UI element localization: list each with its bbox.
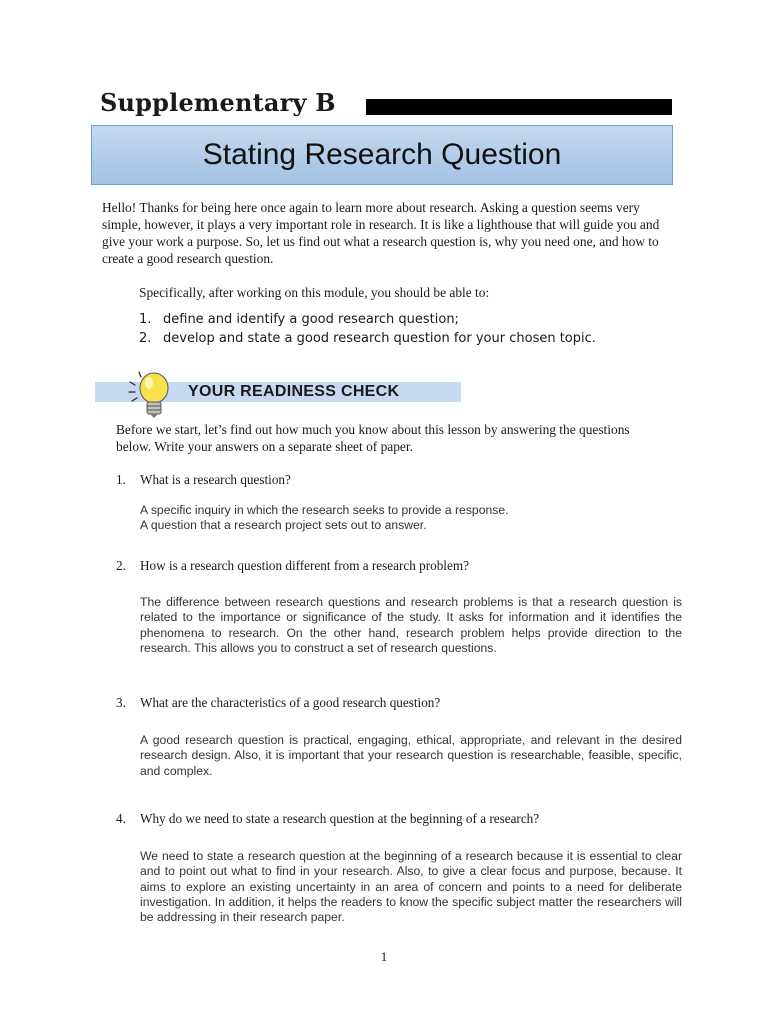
answer-text: We need to state a research question at the beginning of a research because it is essential to clear and to point out what to find in your research. Also, to give a clear focus and purpose, because. It aims to explore an existing uncertainty in an area of concern and points to a need for deliberate investigation. In addition, it helps the readers to know the specific subject matter the researchers will be addressing in their research paper. [140, 849, 682, 925]
intro-paragraph: Hello! Thanks for being here once again to learn more about research. Asking a question seems very simple, however, it plays a very important role in research. It is like a lighthouse that will guide you and give your work a purpose. So, let us find out what a research question is, why you need one, and how to create a good research question. [102, 200, 660, 266]
question-number: 1. [116, 472, 126, 487]
question-item [116, 810, 676, 827]
page-title: Stating Research Question [202, 138, 562, 171]
readiness-check-title: YOUR READINESS CHECK [188, 383, 400, 400]
lightbulb-glass [140, 373, 168, 403]
question-text: Why do we need to state a research question at the beginning of a research? [140, 811, 540, 826]
answer-text [140, 503, 682, 534]
question-item [116, 557, 676, 574]
question-text: What are the characteristics of a good research question? [140, 695, 441, 710]
readiness-intro: Before we start, let’s find out how much you know about this lesson by answering the questions below. Write your answers on a separate sheet of paper. [116, 422, 630, 454]
answer-line: A question that a research project sets out to answer. [140, 518, 427, 533]
objective-number: 1. [139, 312, 152, 327]
answer-line: A specific inquiry in which the research seeks to provide a response. [140, 503, 509, 517]
objective-item [139, 330, 679, 347]
objective-text: develop and state a good research question for your chosen topic. [163, 331, 596, 346]
question-number: 2. [116, 558, 126, 573]
heading-black-bar [366, 99, 672, 115]
question-text: How is a research question different from a research problem? [140, 558, 469, 573]
question-text: What is a research question? [140, 472, 291, 487]
answer-text: The difference between research questions and research problems is that a research question is related to the importance or significance of the study. It asks for information and it identifies the phenomena to research. On the other hand, research problem helps provide direction to the research. This allows you to construct a set of research questions. [140, 595, 682, 655]
objectives-lead: Specifically, after working on this module, you should be able to: [139, 285, 490, 300]
supplementary-heading: Supplementary B [100, 88, 336, 117]
title-banner [91, 125, 673, 185]
page-number: 1 [380, 949, 388, 964]
question-item [116, 471, 676, 488]
objective-text: define and identify a good research question; [163, 312, 459, 327]
lightbulb-base [147, 402, 161, 414]
answer-text: A good research question is practical, engaging, ethical, appropriate, and relevant in the desired research design. Also, it is important that your research question is researchable, feasible, specific, and complex. [140, 733, 682, 778]
question-number: 4. [116, 811, 126, 826]
question-number: 3. [116, 695, 126, 710]
objective-item [139, 311, 679, 328]
objective-number: 2. [139, 331, 152, 346]
lightbulb-rays [129, 372, 141, 401]
lightbulb-icon [126, 368, 176, 420]
question-item [116, 694, 676, 711]
